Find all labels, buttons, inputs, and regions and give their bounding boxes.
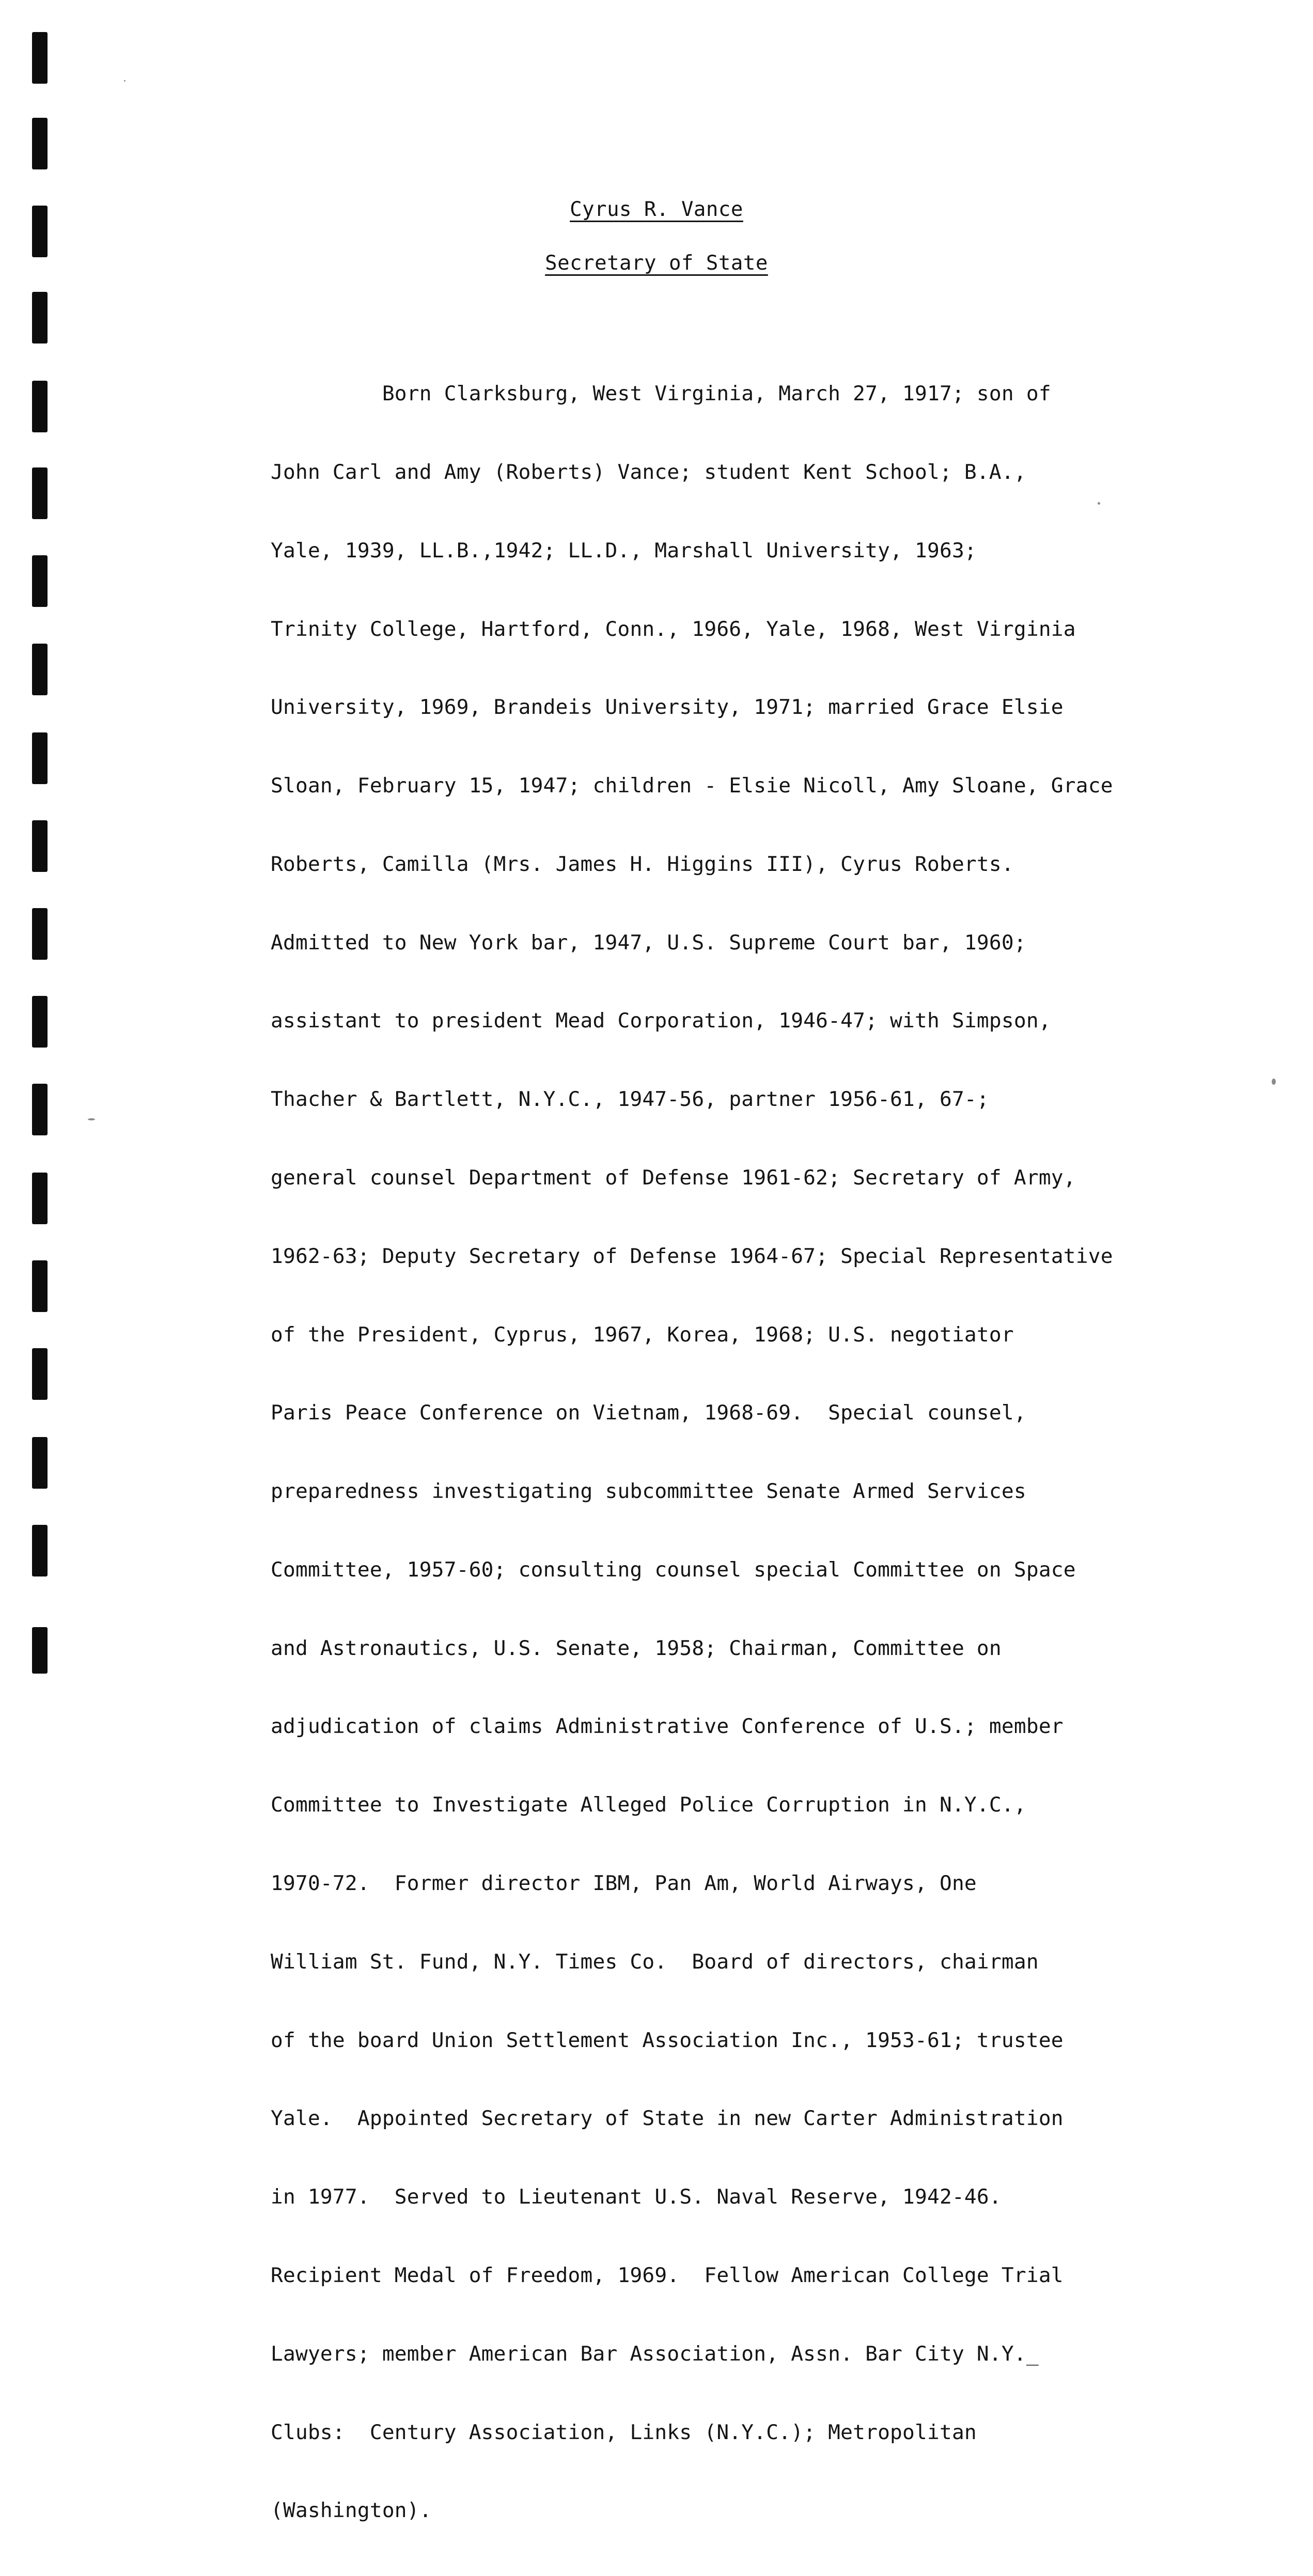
binder-punch-mark	[32, 292, 48, 344]
biography-line: Lawyers; member American Bar Association, Assn. Bar City N.Y._	[271, 2341, 1039, 2366]
binder-punch-mark	[32, 1525, 48, 1576]
biography-line: Yale. Appointed Secretary of State in new Carter Administration	[271, 2106, 1064, 2131]
biography-line: John Carl and Amy (Roberts) Vance; student Kent School; B.A.,	[271, 460, 1026, 484]
binder-punch-mark	[32, 1260, 48, 1312]
scan-speck	[124, 80, 126, 82]
biography-line: University, 1969, Brandeis University, 1971; married Grace Elsie	[271, 695, 1064, 720]
binder-punch-mark	[32, 381, 48, 432]
biography-line: preparedness investigating subcommittee Senate Armed Services	[271, 1479, 1026, 1504]
biography-line: general counsel Department of Defense 1961-62; Secretary of Army,	[271, 1166, 1076, 1190]
biography-line: in 1977. Served to Lieutenant U.S. Naval Reserve, 1942-46.	[271, 2185, 1002, 2209]
binder-punch-mark	[32, 555, 48, 607]
binder-punch-mark	[32, 118, 48, 169]
binder-punch-mark	[32, 1437, 48, 1489]
binder-punch-mark	[32, 732, 48, 784]
biography-line: of the board Union Settlement Association Inc., 1953-61; trustee	[271, 2028, 1064, 2052]
biography-line: (Washington).	[271, 2499, 432, 2523]
binder-punch-mark	[32, 32, 48, 84]
binder-punch-mark	[32, 1348, 48, 1400]
biography-line: Recipient Medal of Freedom, 1969. Fellow American College Trial	[271, 2263, 1064, 2287]
scan-speck	[1272, 1079, 1276, 1085]
binder-punch-mark	[32, 467, 48, 519]
biography-line: Born Clarksburg, West Virginia, March 27, 1917; son of	[271, 382, 1051, 406]
biography-line: assistant to president Mead Corporation, 1946-47; with Simpson,	[271, 1009, 1051, 1033]
biography-line: Committee, 1957-60; consulting counsel special Committee on Space	[271, 1557, 1076, 1582]
biography-line: of the President, Cyprus, 1967, Korea, 1968; U.S. negotiator	[271, 1322, 1014, 1347]
biography-line: Yale, 1939, LL.B.,1942; LL.D., Marshall University, 1963;	[271, 538, 977, 563]
binder-punch-mark	[32, 1627, 48, 1674]
name-heading-block	[0, 198, 1313, 221]
biography-line: Paris Peace Conference on Vietnam, 1968-69. Special counsel,	[271, 1401, 1026, 1425]
biography-line: Roberts, Camilla (Mrs. James H. Higgins III), Cyrus Roberts.	[271, 852, 1014, 876]
biography-line: Admitted to New York bar, 1947, U.S. Supreme Court bar, 1960;	[271, 930, 1026, 955]
biography-line: 1970-72. Former director IBM, Pan Am, World Airways, One	[271, 1871, 977, 1896]
biography-line: Clubs: Century Association, Links (N.Y.C.); Metropolitan	[271, 2420, 977, 2444]
binder-punch-mark	[32, 820, 48, 872]
name-heading: Cyrus R. Vance	[570, 198, 743, 221]
binder-punch-mark	[32, 644, 48, 695]
biography-line: adjudication of claims Administrative Conference of U.S.; member	[271, 1714, 1064, 1739]
scan-speck	[1098, 502, 1100, 505]
biography-line: Committee to Investigate Alleged Police Corruption in N.Y.C.,	[271, 1793, 1026, 1817]
biography-line: William St. Fund, N.Y. Times Co. Board of directors, chairman	[271, 1949, 1039, 1974]
binder-punch-mark	[32, 1084, 48, 1135]
title-heading-block	[0, 252, 1313, 275]
binder-punch-mark	[32, 908, 48, 960]
biography-line: and Astronautics, U.S. Senate, 1958; Chairman, Committee on	[271, 1636, 1002, 1660]
title-heading: Secretary of State	[545, 252, 768, 275]
biography-line: 1962-63; Deputy Secretary of Defense 1964-67; Special Representative	[271, 1244, 1113, 1268]
binder-punch-mark	[32, 1173, 48, 1224]
biography-line: Sloan, February 15, 1947; children - Elsie Nicoll, Amy Sloane, Grace	[271, 774, 1113, 798]
scan-speck	[88, 1118, 95, 1120]
binder-punch-mark	[32, 996, 48, 1048]
biography-line: Trinity College, Hartford, Conn., 1966, Yale, 1968, West Virginia	[271, 617, 1076, 641]
biography-line: Thacher & Bartlett, N.Y.C., 1947-56, partner 1956-61, 67-;	[271, 1087, 989, 1112]
biography-paragraph	[271, 329, 1211, 2576]
